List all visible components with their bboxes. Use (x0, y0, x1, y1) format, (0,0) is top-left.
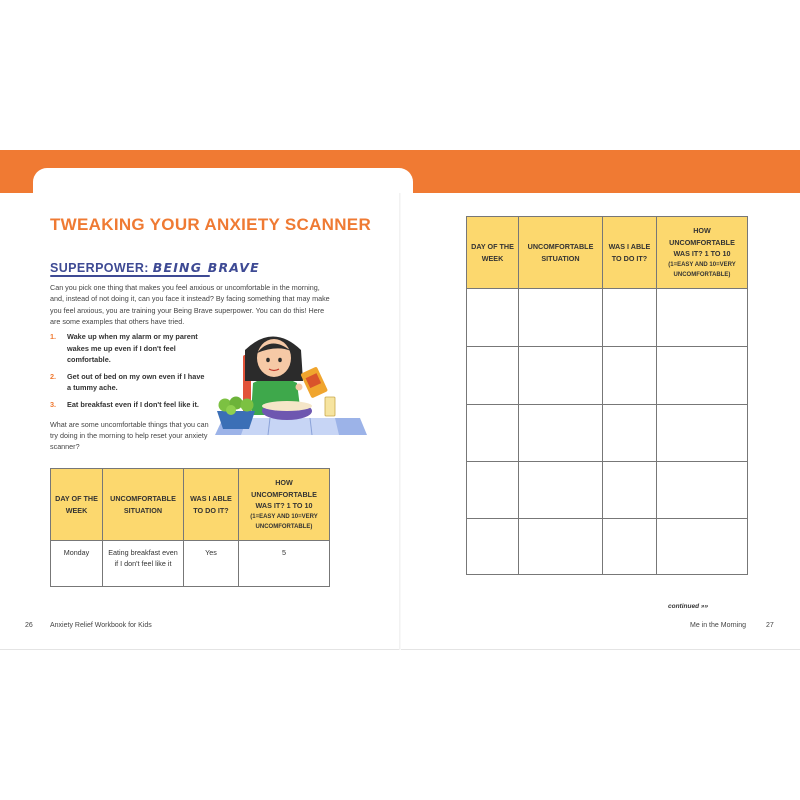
table-row (467, 347, 748, 405)
table-row (467, 405, 748, 462)
table-cell[interactable] (657, 405, 748, 462)
page-title: TWEAKING YOUR ANXIETY SCANNER (50, 215, 372, 234)
table-cell[interactable] (467, 405, 519, 462)
header-rating-scale: (1=EASY AND 10=VERY UNCOMFORTABLE) (668, 261, 736, 278)
header-rating (239, 469, 330, 541)
examples-list (50, 331, 210, 415)
header-day: DAY OF THE WEEK (51, 469, 103, 541)
table-cell[interactable] (603, 289, 657, 347)
superpower-heading (50, 260, 260, 275)
table-cell[interactable] (603, 462, 657, 519)
list-number: 1. (50, 332, 57, 341)
header-rating-main: HOW UNCOMFORTABLE WAS IT? 1 TO 10 (669, 226, 735, 259)
example-situation: Eating breakfast even if I don't feel like it (103, 541, 184, 587)
example-rating: 5 (239, 541, 330, 587)
example-able: Yes (184, 541, 239, 587)
right-page-number: 27 (766, 622, 774, 629)
list-item (50, 371, 210, 394)
table-cell[interactable] (519, 289, 603, 347)
list-number: 3. (50, 399, 57, 409)
header-rating (657, 217, 748, 289)
table-cell[interactable] (519, 519, 603, 575)
section-title-footer: Me in the Morning (690, 622, 747, 629)
table-cell[interactable] (519, 405, 603, 462)
list-text: Eat breakfast even if I don't feel like it. (67, 399, 199, 409)
table-cell[interactable] (467, 289, 519, 347)
table-cell[interactable] (467, 347, 519, 405)
table-cell[interactable] (657, 462, 748, 519)
table-cell[interactable] (657, 347, 748, 405)
continued-note: continued »» (668, 603, 709, 610)
table-cell[interactable] (657, 289, 748, 347)
table-cell[interactable] (467, 519, 519, 575)
table-row (467, 289, 748, 347)
header-rating-scale: (1=EASY AND 10=VERY UNCOMFORTABLE) (250, 513, 318, 530)
superpower-underline (50, 275, 210, 277)
question-paragraph: What are some uncomfortable things that you can try doing in the morning to help reset your anxiety scanner? (50, 420, 209, 451)
list-item (50, 399, 210, 411)
header-rating-main: HOW UNCOMFORTABLE WAS IT? 1 TO 10 (251, 478, 317, 511)
book-title-footer: Anxiety Relief Workbook for Kids (50, 622, 152, 629)
left-page-number: 26 (25, 622, 33, 629)
example-day: Monday (51, 541, 103, 587)
header-tab (33, 168, 413, 208)
table-cell[interactable] (467, 462, 519, 519)
girl-eating-breakfast-illustration (215, 325, 370, 440)
table-cell[interactable] (519, 347, 603, 405)
table-cell[interactable] (519, 462, 603, 519)
blank-tracking-table (466, 216, 748, 575)
header-able: WAS I ABLE TO DO IT? (184, 469, 239, 541)
superpower-name: BEING BRAVE (152, 260, 260, 275)
table-cell[interactable] (657, 519, 748, 575)
table-cell[interactable] (603, 405, 657, 462)
example-tracking-table (50, 468, 330, 587)
header-situation: UNCOMFORTABLE SITUATION (103, 469, 184, 541)
header-day: DAY OF THE WEEK (467, 217, 519, 289)
list-text: Wake up when my alarm or my parent wakes me up even if I don't feel comfortable. (67, 332, 198, 364)
list-text: Get out of bed on my own even if I have a tummy ache. (67, 371, 205, 392)
list-number: 2. (50, 371, 57, 381)
superpower-label: SUPERPOWER: (50, 261, 153, 275)
list-item (50, 331, 210, 366)
header-able: WAS I ABLE TO DO IT? (603, 217, 657, 289)
intro-paragraph: Can you pick one thing that makes you feel anxious or uncomfortable in the morning, and, instead of not doing it, can you face it instead? By facing something that may make you feel anxious, you are training your Being Brave superpower. You can do this! Here are some examples that others have tried. (50, 283, 330, 326)
header-situation: UNCOMFORTABLE SITUATION (519, 217, 603, 289)
book-gutter (399, 193, 401, 650)
table-row (51, 541, 330, 587)
table-row (467, 519, 748, 575)
table-row (467, 462, 748, 519)
table-cell[interactable] (603, 519, 657, 575)
table-cell[interactable] (603, 347, 657, 405)
